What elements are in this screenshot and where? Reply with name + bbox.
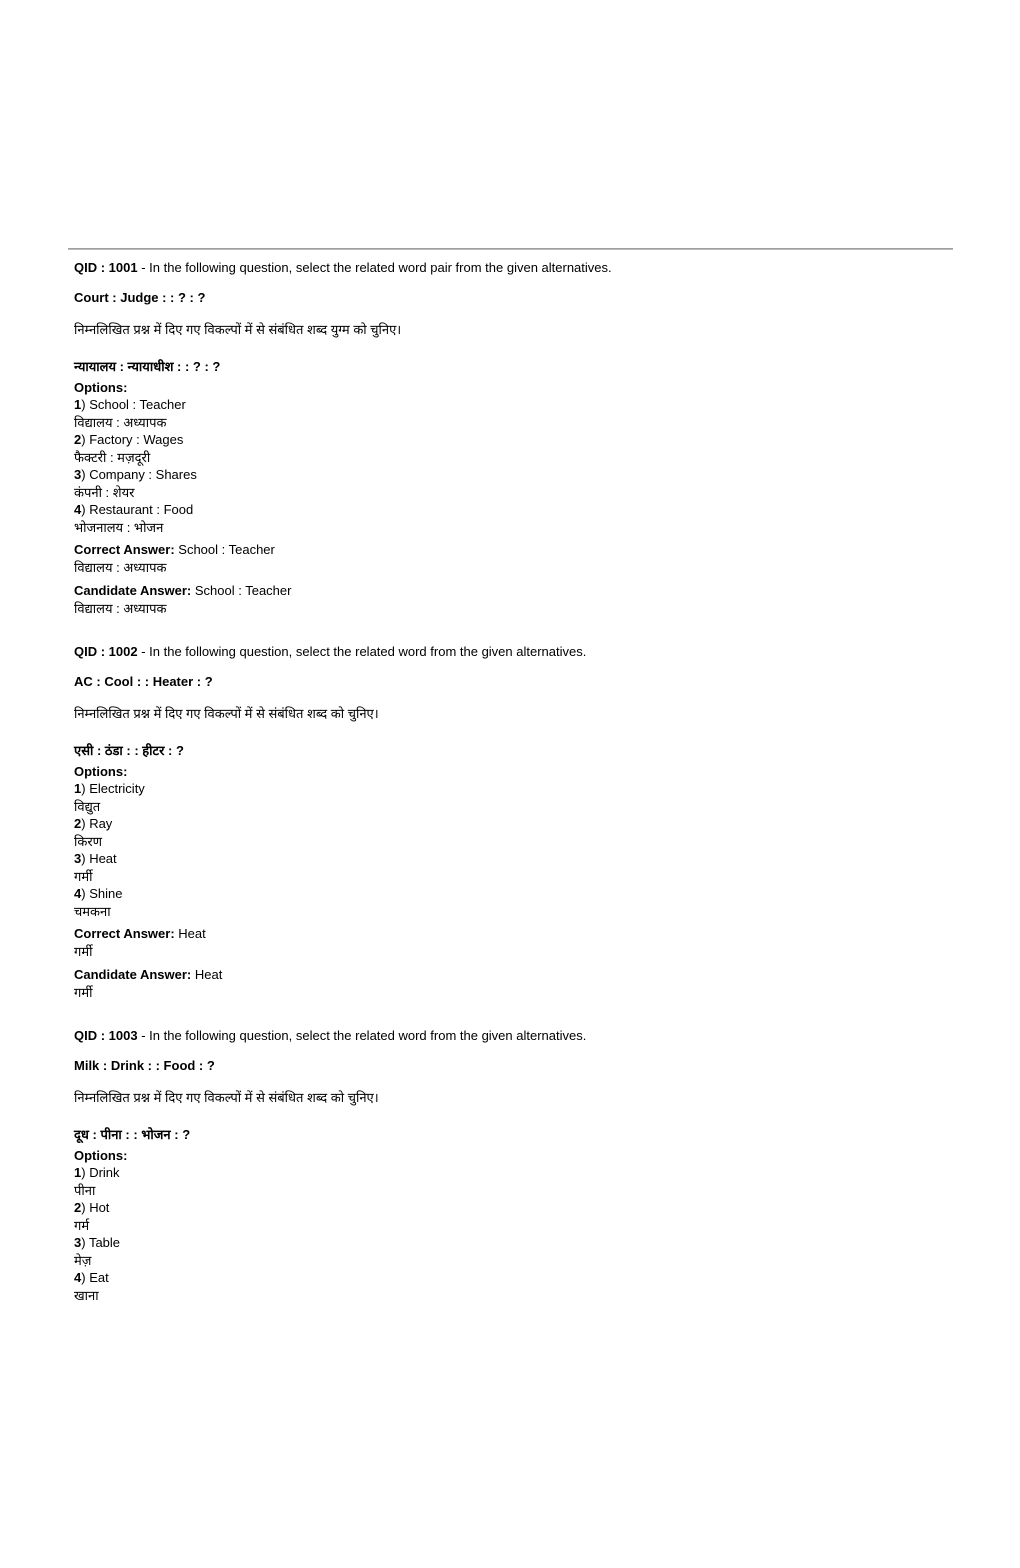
option-number: 4: [74, 886, 82, 901]
candidate-answer-block: [74, 966, 960, 1002]
option-suffix: ): [81, 1200, 90, 1215]
option-line-en: [74, 815, 960, 833]
exam-answer-key-page: [0, 248, 1020, 1568]
question-block: [74, 643, 960, 1002]
option-suffix: ): [81, 886, 90, 901]
candidate-answer-line: [74, 582, 960, 600]
option-number: 2: [74, 816, 82, 831]
candidate-answer-text-hi: गर्मी: [74, 985, 93, 1000]
option-text-en: Ray: [89, 816, 113, 831]
options-list: [74, 780, 960, 920]
correct-answer-text-en: Heat: [174, 926, 206, 941]
candidate-answer-text-en: School : Teacher: [191, 583, 292, 598]
option-line-en: [74, 466, 960, 484]
option-line-en: [74, 431, 960, 449]
correct-answer-text-hi: विद्यालय : अध्यापक: [74, 560, 167, 575]
qid-line: [74, 1027, 960, 1044]
option-text-hi: मेज़: [74, 1252, 92, 1268]
question-intro-en: In the following question, select the related word from the given alternatives.: [149, 644, 587, 659]
qid-text: QID : 1002: [74, 644, 138, 659]
candidate-answer-label: Candidate Answer:: [74, 967, 192, 982]
question-block: [74, 259, 960, 618]
option-suffix: ): [81, 781, 90, 796]
option-number: 1: [74, 1165, 82, 1180]
candidate-answer-line: [74, 966, 960, 984]
candidate-answer-block: [74, 582, 960, 618]
question-text-en: Court : Judge : : ? : ?: [74, 290, 206, 305]
option-text-hi: कंपनी : शेयर: [74, 484, 135, 500]
top-divider: [68, 248, 953, 250]
option-text-hi: किरण: [74, 833, 103, 849]
option-text-hi: पीना: [74, 1182, 96, 1198]
question-text-hi: न्यायालय : न्यायाधीश : : ? : ?: [74, 359, 221, 374]
option-suffix: ): [81, 467, 90, 482]
option-text-hi: फैक्टरी : मज़दूरी: [74, 449, 151, 465]
option-number: 2: [74, 1200, 82, 1215]
question-text-en: Milk : Drink : : Food : ?: [74, 1058, 215, 1073]
correct-answer-block: [74, 925, 960, 961]
option-text-hi: विद्युत: [74, 798, 101, 814]
option-number: 1: [74, 781, 82, 796]
option-suffix: ): [81, 1165, 90, 1180]
option-text-en: Heat: [89, 851, 117, 866]
qid-text: QID : 1003: [74, 1028, 138, 1043]
option-text-hi: गर्मी: [74, 868, 93, 884]
option-text-en: Table: [88, 1235, 121, 1250]
option-suffix: ): [81, 851, 90, 866]
option-line-en: [74, 396, 960, 414]
option-suffix: ): [81, 432, 90, 447]
options-label: Options:: [74, 1148, 128, 1163]
options-list: [74, 1164, 960, 1304]
question-intro-en: In the following question, select the related word from the given alternatives.: [149, 1028, 587, 1043]
option-number: 2: [74, 432, 82, 447]
option-text-hi: भोजनालय : भोजन: [74, 519, 164, 535]
qid-text: QID : 1001: [74, 260, 138, 275]
correct-answer-block: [74, 541, 960, 577]
option-line-en: [74, 1164, 960, 1182]
option-suffix: ): [81, 397, 90, 412]
option-text-en: Drink: [89, 1165, 120, 1180]
option-suffix: ): [81, 502, 90, 517]
options-label: Options:: [74, 380, 128, 395]
option-text-hi: खाना: [74, 1287, 99, 1303]
qid-line: [74, 259, 960, 276]
question-intro-hi: निम्नलिखित प्रश्न में दिए गए विकल्पों में से संबंधित शब्द को चुनिए।: [74, 1090, 379, 1105]
option-suffix: ): [81, 1270, 90, 1285]
option-number: 4: [74, 1270, 82, 1285]
option-line-en: [74, 501, 960, 519]
option-line-en: [74, 885, 960, 903]
option-text-en: Factory : Wages: [89, 432, 184, 447]
option-line-en: [74, 1199, 960, 1217]
correct-answer-line: [74, 925, 960, 943]
qid-dash: -: [137, 260, 150, 275]
candidate-answer-text-en: Heat: [191, 967, 223, 982]
option-text-hi: चमकना: [74, 903, 111, 919]
option-number: 3: [74, 851, 82, 866]
option-text-en: Electricity: [89, 781, 145, 796]
question-text-hi: दूध : पीना : : भोजन : ?: [74, 1127, 191, 1142]
question-intro-en: In the following question, select the related word pair from the given alternatives.: [149, 260, 612, 275]
correct-answer-text-hi: गर्मी: [74, 944, 93, 959]
correct-answer-line: [74, 541, 960, 559]
correct-answer-text-en: School : Teacher: [174, 542, 275, 557]
question-intro-hi: निम्नलिखित प्रश्न में दिए गए विकल्पों में से संबंधित शब्द युग्म को चुनिए।: [74, 322, 402, 337]
option-text-en: Company : Shares: [89, 467, 197, 482]
option-text-hi: गर्म: [74, 1217, 90, 1233]
correct-answer-label: Correct Answer:: [74, 926, 175, 941]
option-text-en: Shine: [89, 886, 123, 901]
correct-answer-label: Correct Answer:: [74, 542, 175, 557]
options-list: [74, 396, 960, 536]
option-text-en: Restaurant : Food: [89, 502, 194, 517]
qid-line: [74, 643, 960, 660]
option-number: 3: [74, 1235, 82, 1250]
option-line-en: [74, 1234, 960, 1252]
option-line-en: [74, 780, 960, 798]
questions-list: [74, 259, 960, 1304]
option-line-en: [74, 850, 960, 868]
question-intro-hi: निम्नलिखित प्रश्न में दिए गए विकल्पों में से संबंधित शब्द को चुनिए।: [74, 706, 379, 721]
options-label: Options:: [74, 764, 128, 779]
option-text-hi: विद्यालय : अध्यापक: [74, 414, 167, 430]
option-text-en: School : Teacher: [89, 397, 186, 412]
option-number: 1: [74, 397, 82, 412]
question-text-en: AC : Cool : : Heater : ?: [74, 674, 213, 689]
option-number: 3: [74, 467, 82, 482]
candidate-answer-text-hi: विद्यालय : अध्यापक: [74, 601, 167, 616]
option-number: 4: [74, 502, 82, 517]
question-text-hi: एसी : ठंडा : : हीटर : ?: [74, 743, 184, 758]
candidate-answer-label: Candidate Answer:: [74, 583, 192, 598]
qid-dash: -: [137, 644, 150, 659]
option-line-en: [74, 1269, 960, 1287]
option-text-en: Hot: [89, 1200, 110, 1215]
option-suffix: ): [81, 816, 90, 831]
option-suffix: ): [81, 1235, 89, 1250]
option-text-en: Eat: [89, 1270, 109, 1285]
question-block: [74, 1027, 960, 1304]
qid-dash: -: [137, 1028, 150, 1043]
